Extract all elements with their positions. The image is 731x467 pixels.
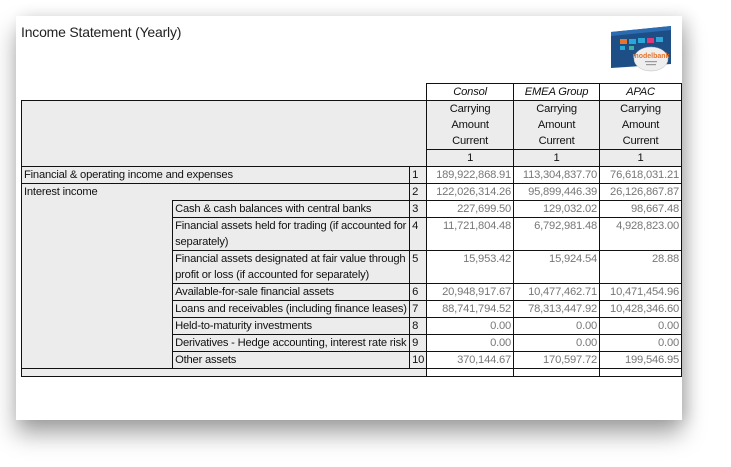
column-entity-emea-group: EMEA Group bbox=[514, 84, 600, 101]
row-label: Interest income bbox=[22, 184, 410, 201]
cell-value[interactable]: 122,026,314.26 bbox=[427, 184, 514, 201]
row-line-number: 8 bbox=[410, 318, 427, 335]
cell-value[interactable]: 78,313,447.92 bbox=[514, 301, 600, 318]
report-title: Income Statement (Yearly) bbox=[21, 24, 182, 40]
cell-value[interactable]: 227,699.50 bbox=[427, 201, 514, 218]
cell-value[interactable]: 129,032.02 bbox=[514, 201, 600, 218]
cell-value[interactable]: 15,953.42 bbox=[427, 251, 514, 284]
cell-value[interactable]: 26,126,867.87 bbox=[600, 184, 682, 201]
row-label: Derivatives - Hedge accounting, interest rate risk bbox=[173, 335, 410, 352]
indent-spacer bbox=[22, 201, 173, 369]
cell-value[interactable]: 189,922,868.91 bbox=[427, 167, 514, 184]
row-label: Other assets bbox=[173, 352, 410, 369]
cell-value[interactable]: 6,792,981.48 bbox=[514, 218, 600, 251]
row-label: Loans and receivables (including finance leases) bbox=[173, 301, 410, 318]
cell-value[interactable]: 0.00 bbox=[514, 335, 600, 352]
row-line-number: 3 bbox=[410, 201, 427, 218]
column-entity-apac: APAC bbox=[600, 84, 682, 101]
column-code-consol: 1 bbox=[427, 150, 514, 167]
cell-value[interactable]: 95,899,446.39 bbox=[514, 184, 600, 201]
cell-value[interactable]: 0.00 bbox=[427, 318, 514, 335]
row-label: Available-for-sale financial assets bbox=[173, 284, 410, 301]
cell-value[interactable]: 11,721,804.48 bbox=[427, 218, 514, 251]
report-page bbox=[16, 16, 682, 420]
row-label: Financial assets held for trading (if accounted for separately) bbox=[173, 218, 410, 251]
income-statement-table bbox=[21, 83, 682, 377]
table-row bbox=[22, 201, 682, 218]
cell-value[interactable]: 20,948,917.67 bbox=[427, 284, 514, 301]
cell-value[interactable]: 170,597.72 bbox=[514, 352, 600, 369]
row-line-number: 5 bbox=[410, 251, 427, 284]
cell-value[interactable]: 10,428,346.60 bbox=[600, 301, 682, 318]
row-line-number: 6 bbox=[410, 284, 427, 301]
cell-value[interactable]: 0.00 bbox=[600, 335, 682, 352]
row-line-number: 10 bbox=[410, 352, 427, 369]
row-line-number: 2 bbox=[410, 184, 427, 201]
cell-value[interactable]: 10,477,462.71 bbox=[514, 284, 600, 301]
row-line-number: 4 bbox=[410, 218, 427, 251]
cell-value[interactable]: 10,471,454.96 bbox=[600, 284, 682, 301]
cell-value[interactable]: 0.00 bbox=[600, 318, 682, 335]
column-code-emea-group: 1 bbox=[514, 150, 600, 167]
row-label: Cash & cash balances with central banks bbox=[173, 201, 410, 218]
column-entity-consol: Consol bbox=[427, 84, 514, 101]
row-label: Financial & operating income and expenses bbox=[22, 167, 410, 184]
cell-value[interactable]: 98,667.48 bbox=[600, 201, 682, 218]
cell-value[interactable]: 113,304,837.70 bbox=[514, 167, 600, 184]
modelbank-logo-icon bbox=[607, 24, 674, 73]
column-code-apac: 1 bbox=[600, 150, 682, 167]
row-line-number: 9 bbox=[410, 335, 427, 352]
row-line-number: 7 bbox=[410, 301, 427, 318]
table-row bbox=[22, 184, 682, 201]
cell-value[interactable]: 0.00 bbox=[427, 335, 514, 352]
column-measure-consol: Carrying Amount Current bbox=[427, 101, 514, 150]
cell-value[interactable]: 15,924.54 bbox=[514, 251, 600, 284]
cell-value[interactable]: 88,741,794.52 bbox=[427, 301, 514, 318]
cell-value[interactable]: 28.88 bbox=[600, 251, 682, 284]
column-measure-apac: Carrying Amount Current bbox=[600, 101, 682, 150]
cell-value[interactable]: 76,618,031.21 bbox=[600, 167, 682, 184]
column-measure-emea-group: Carrying Amount Current bbox=[514, 101, 600, 150]
cell-value[interactable]: 4,928,823.00 bbox=[600, 218, 682, 251]
cell-value[interactable]: 0.00 bbox=[514, 318, 600, 335]
cell-value[interactable]: 199,546.95 bbox=[600, 352, 682, 369]
svg-text:modelbank: modelbank bbox=[632, 53, 670, 60]
header-corner bbox=[22, 101, 427, 167]
row-label: Financial assets designated at fair value through profit or loss (if accounted for separately) bbox=[173, 251, 410, 284]
row-label: Held-to-maturity investments bbox=[173, 318, 410, 335]
cell-value[interactable]: 370,144.67 bbox=[427, 352, 514, 369]
table-row bbox=[22, 167, 682, 184]
row-line-number: 1 bbox=[410, 167, 427, 184]
